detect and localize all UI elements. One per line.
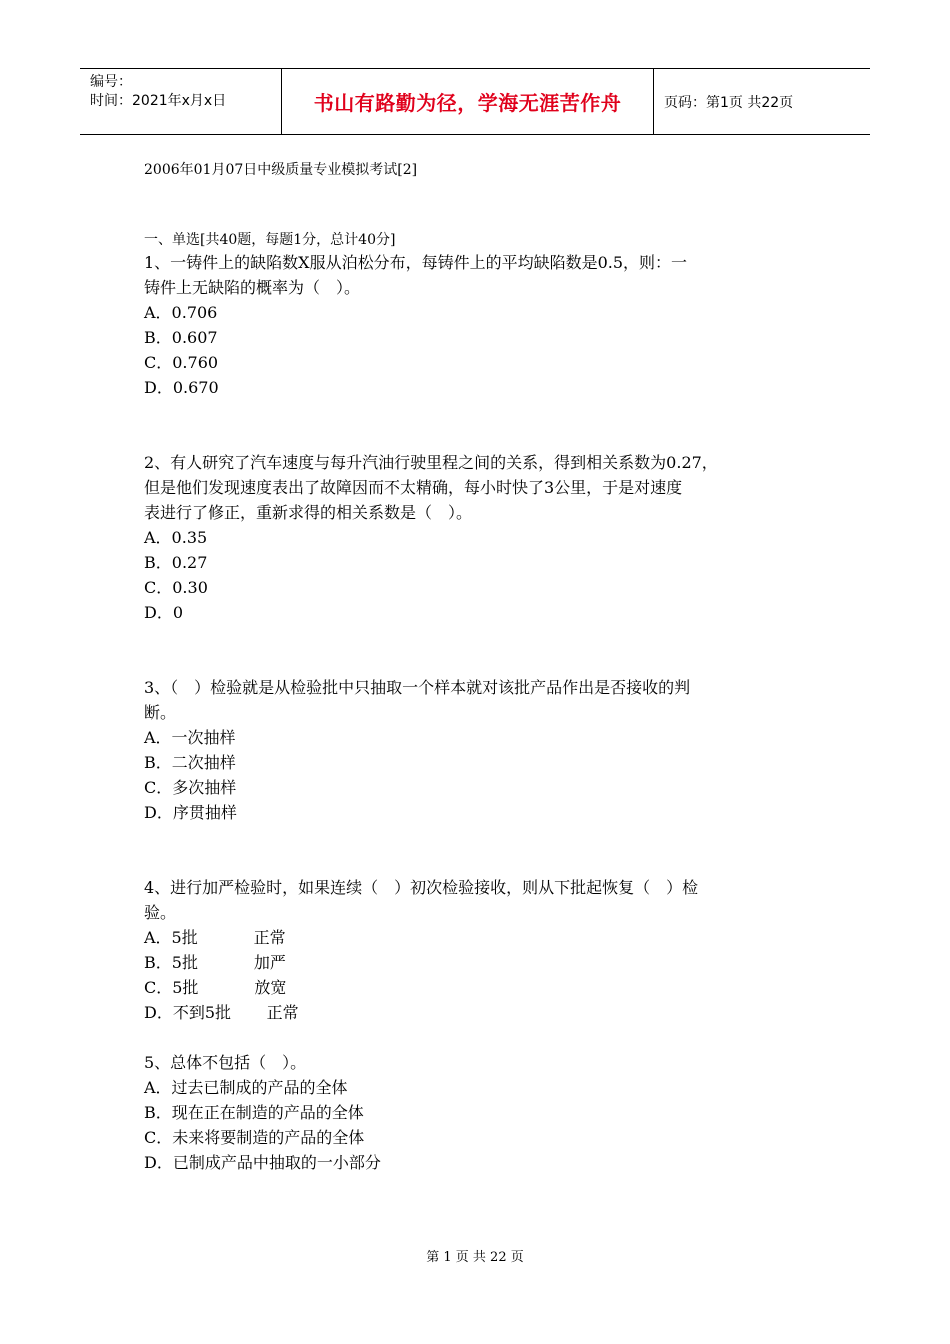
- option: A．0.35: [144, 528, 208, 547]
- option: C．多次抽样: [144, 778, 237, 797]
- document-body: [144, 160, 814, 1175]
- option: B．现在正在制造的产品的全体: [144, 1103, 364, 1122]
- option: C．0.30: [144, 578, 208, 597]
- question-line: 3、（ ）检验就是从检验批中只抽取一个样本就对该批产品作出是否接收的判: [144, 678, 691, 697]
- question-line: 1、一铸件上的缺陷数X服从泊松分布，每铸件上的平均缺陷数是0.5，则：一: [144, 253, 688, 272]
- motto: 书山有路勤为径，学海无涯苦作舟: [313, 91, 622, 115]
- question-3: [144, 675, 814, 825]
- question-line: 2、有人研究了汽车速度与每升汽油行驶里程之间的关系，得到相关系数为0.27，: [144, 453, 718, 472]
- serial-label: 编号：: [90, 74, 132, 90]
- question-line: 验。: [144, 903, 177, 922]
- option: D．不到5批 正常: [144, 1003, 299, 1022]
- option: C．0.760: [144, 353, 219, 372]
- option: D．0.670: [144, 378, 219, 397]
- question-line: 4、进行加严检验时，如果连续（ ）初次检验接收，则从下批起恢复（ ）检: [144, 878, 699, 897]
- option: C．5批 放宽: [144, 978, 287, 997]
- option: A．过去已制成的产品的全体: [144, 1078, 348, 1097]
- question-2: [144, 450, 814, 625]
- section-heading: 一、单选[共40题，每题1分，总计40分]: [144, 232, 396, 248]
- question-line: 5、总体不包括（ ）。: [144, 1053, 307, 1072]
- option: D．已制成产品中抽取的一小部分: [144, 1153, 381, 1172]
- question-line: 铸件上无缺陷的概率为（ ）。: [144, 278, 361, 297]
- question-line: 断。: [144, 703, 177, 722]
- option: B．0.27: [144, 553, 208, 572]
- option: B．二次抽样: [144, 753, 236, 772]
- header-meta: [80, 69, 281, 134]
- page-info: 页码：第1页 共22页: [664, 94, 794, 111]
- time-label: 时间：2021年x月x日: [90, 93, 227, 109]
- footer-page-number: 第 1 页 共 22 页: [426, 1250, 524, 1265]
- option: A．5批 正常: [144, 928, 286, 947]
- document-title: 2006年01月07日中级质量专业模拟考试[2]: [144, 162, 418, 178]
- option: D．序贯抽样: [144, 803, 237, 822]
- header-motto-cell: [281, 69, 654, 134]
- question-1: [144, 250, 814, 400]
- question-5: [144, 1050, 814, 1175]
- page-footer: [0, 1246, 950, 1265]
- question-line: 但是他们发现速度表出了故障因而不太精确，每小时快了3公里，于是对速度: [144, 478, 683, 497]
- question-line: 表进行了修正，重新求得的相关系数是（ ）。: [144, 503, 473, 522]
- header-page-info: [654, 69, 870, 134]
- option: C．未来将要制造的产品的全体: [144, 1128, 365, 1147]
- option: B．0.607: [144, 328, 218, 347]
- option: D．0: [144, 603, 184, 622]
- option: A．0.706: [144, 303, 218, 322]
- option: A．一次抽样: [144, 728, 236, 747]
- question-4: [144, 875, 814, 1025]
- page-header: [80, 68, 870, 135]
- option: B．5批 加严: [144, 953, 286, 972]
